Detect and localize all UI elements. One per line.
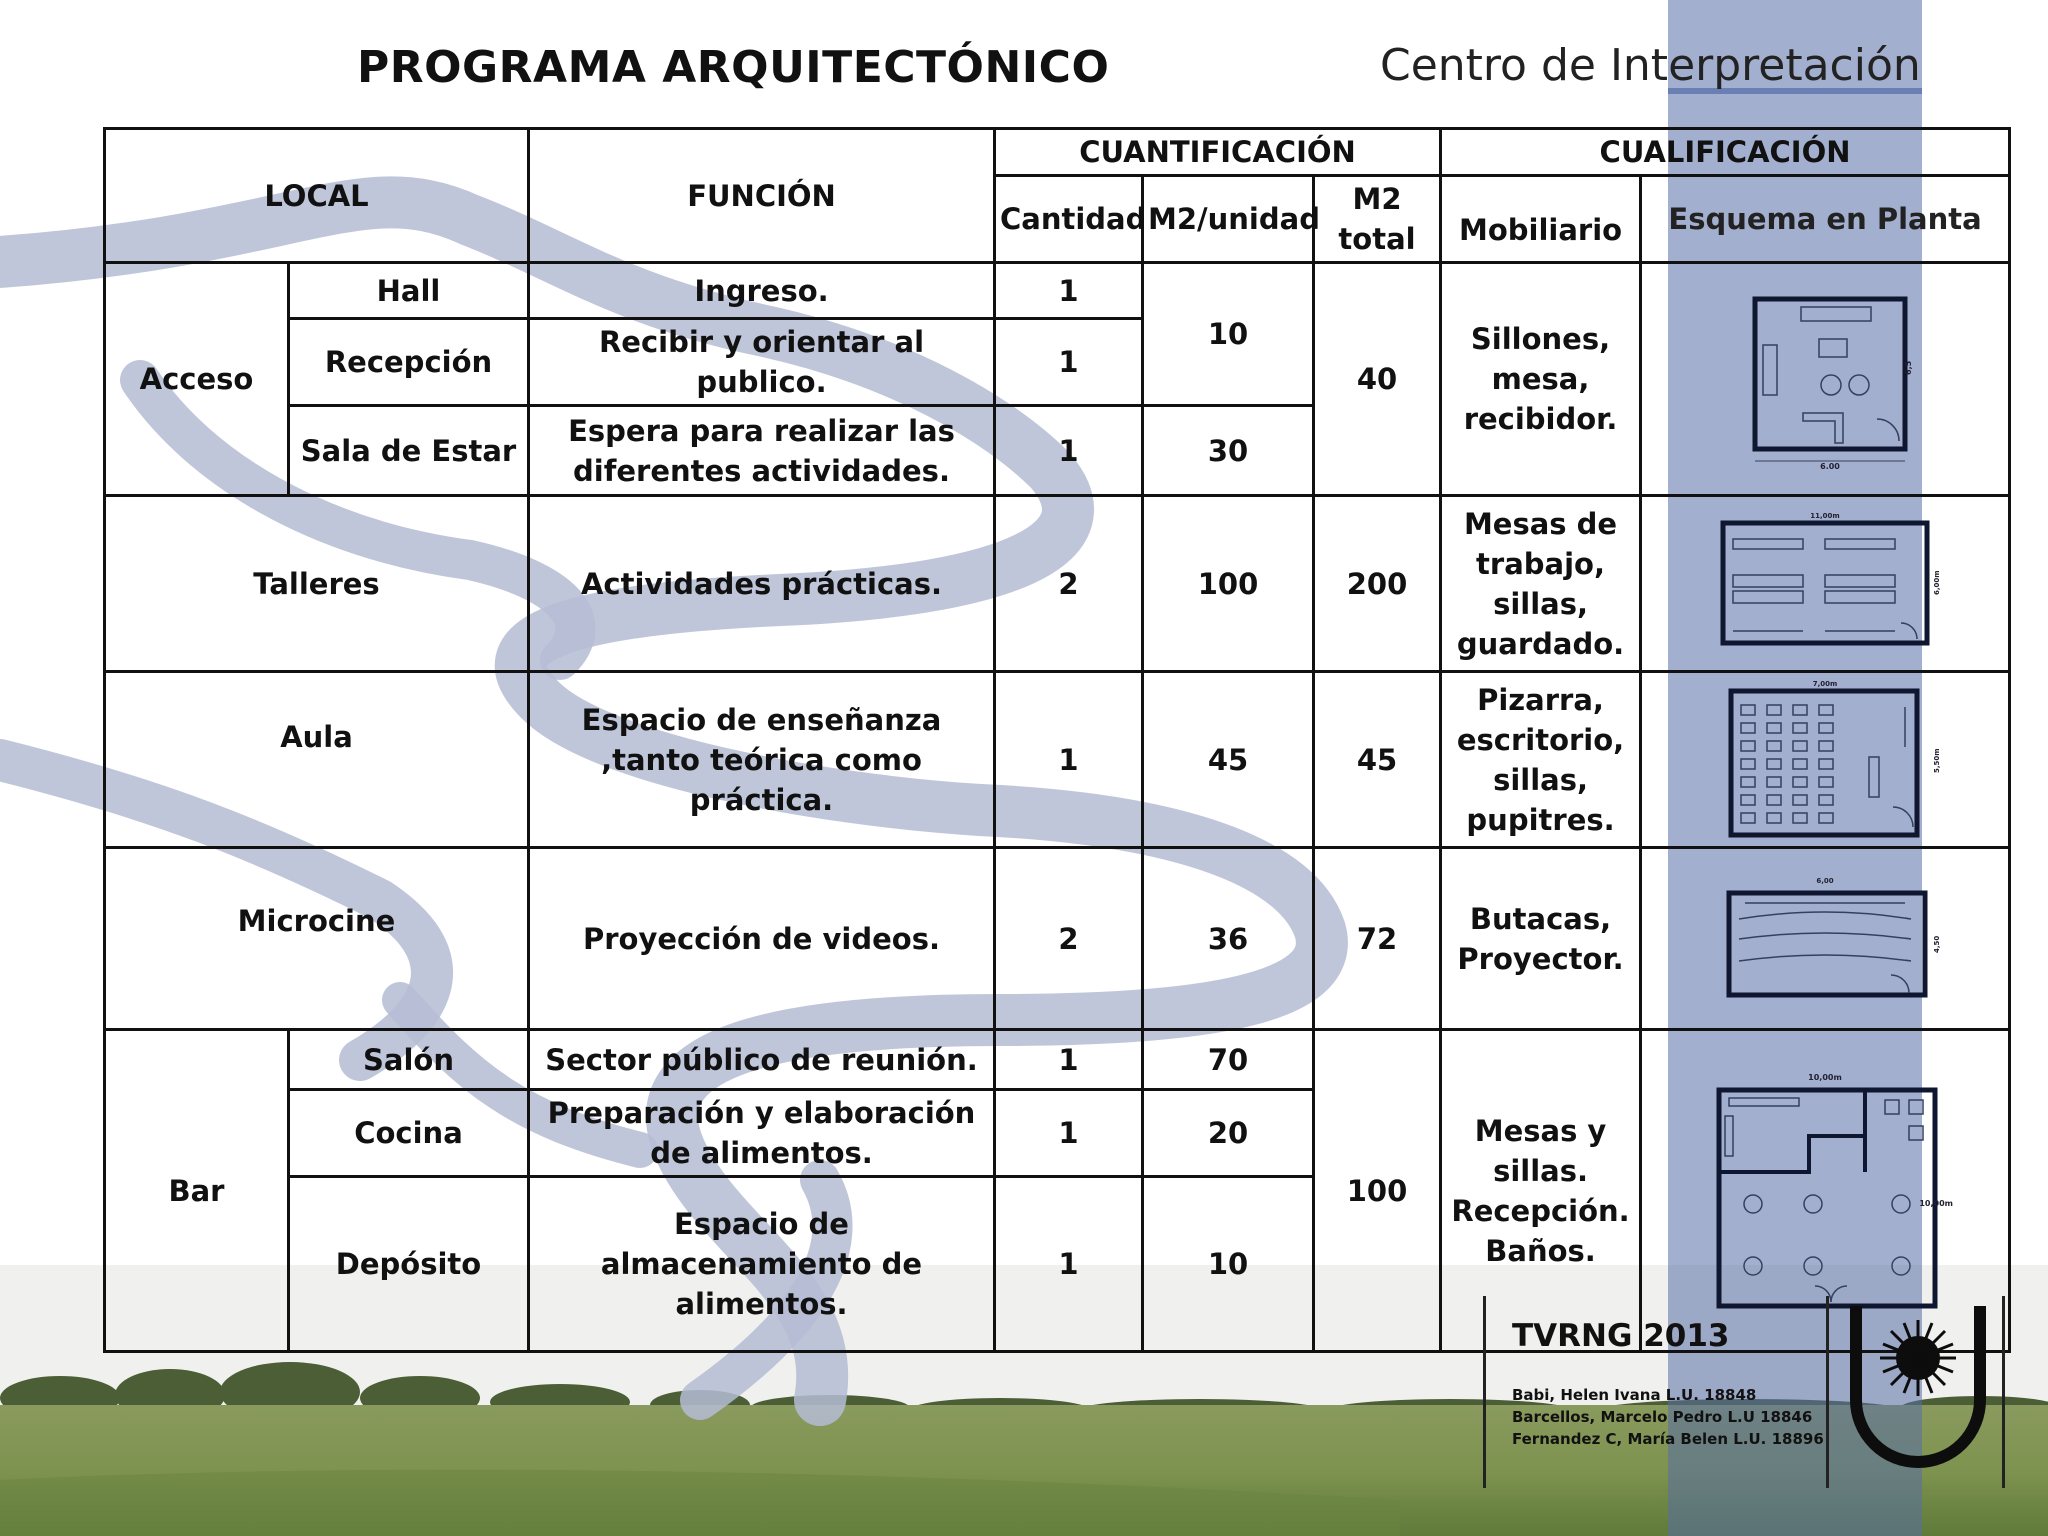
header-local: LOCAL — [105, 129, 529, 263]
plan-microcine-dim-side: 4,50 — [1933, 935, 1942, 953]
local-recepcion: Recepción — [289, 319, 529, 406]
page-title: PROGRAMA ARQUITECTÓNICO — [357, 42, 1110, 93]
university-logo-icon — [1848, 1300, 1988, 1480]
cantidad-cocina: 1 — [995, 1090, 1143, 1177]
plan-talleres — [1641, 496, 2010, 672]
m2-unidad-aula: 45 — [1143, 672, 1314, 848]
footer-divider-far-right — [2002, 1296, 2005, 1488]
footer-divider-right — [1826, 1296, 1829, 1488]
funcion-hall: Ingreso. — [529, 263, 995, 319]
plan-talleres-dim-side: 6,00m — [1933, 570, 1942, 595]
plan-acceso — [1641, 263, 2010, 496]
cantidad-salon: 1 — [995, 1030, 1143, 1090]
group-acceso: Acceso — [105, 263, 289, 496]
floor-plan-acceso-icon — [1735, 289, 1915, 469]
local-aula: Aula — [105, 672, 529, 848]
cantidad-aula: 1 — [995, 672, 1143, 848]
m2-unidad-hall-recepcion: 10 — [1143, 263, 1314, 406]
local-deposito: Depósito — [289, 1177, 529, 1352]
floor-plan-bar-icon — [1695, 1066, 1955, 1316]
course-label: TVRNG 2013 — [1512, 1318, 1730, 1354]
plan-acceso-dim-side: 6,5 — [1904, 360, 1914, 376]
header-cuantificacion: CUANTIFICACIÓN — [995, 129, 1441, 176]
header-esquema: Esquema en Planta — [1641, 176, 2010, 263]
m2-unidad-talleres: 100 — [1143, 496, 1314, 672]
local-microcine: Microcine — [105, 848, 529, 1030]
authors-list — [1512, 1384, 1824, 1450]
mobiliario-acceso: Sillones, mesa, recibidor. — [1441, 263, 1641, 496]
funcion-aula: Espacio de enseñanza ,tanto teórica como práctica. — [529, 672, 995, 848]
m2-unidad-microcine: 36 — [1143, 848, 1314, 1030]
m2-unidad-sala-de-estar: 30 — [1143, 406, 1314, 496]
header-cualificacion: CUALIFICACIÓN — [1441, 129, 2010, 176]
m2-unidad-cocina: 20 — [1143, 1090, 1314, 1177]
header-m2-total: M2 total — [1314, 176, 1441, 263]
plan-aula — [1641, 672, 2010, 848]
author-3: Fernandez C, María Belen L.U. 18896 — [1512, 1430, 1824, 1448]
cantidad-microcine: 2 — [995, 848, 1143, 1030]
plan-bar-dim-top: 10,00m — [1808, 1072, 1842, 1082]
cantidad-sala-de-estar: 1 — [995, 406, 1143, 496]
floor-plan-microcine-icon — [1705, 869, 1945, 1009]
cantidad-recepcion: 1 — [995, 319, 1143, 406]
architectural-program-table — [103, 127, 2011, 1353]
local-salon: Salón — [289, 1030, 529, 1090]
local-sala-de-estar: Sala de Estar — [289, 406, 529, 496]
m2-total-microcine: 72 — [1314, 848, 1441, 1030]
local-hall: Hall — [289, 263, 529, 319]
plan-talleres-dim-top: 11,00m — [1810, 511, 1840, 520]
cantidad-deposito: 1 — [995, 1177, 1143, 1352]
funcion-recepcion: Recibir y orientar al publico. — [529, 319, 995, 406]
plan-microcine-dim-top: 6,00 — [1816, 876, 1834, 885]
funcion-cocina: Preparación y elaboración de alimentos. — [529, 1090, 995, 1177]
m2-total-aula: 45 — [1314, 672, 1441, 848]
m2-unidad-salon: 70 — [1143, 1030, 1314, 1090]
author-2: Barcellos, Marcelo Pedro L.U 18846 — [1512, 1408, 1813, 1426]
mobiliario-aula: Pizarra, escritorio, sillas, pupitres. — [1441, 672, 1641, 848]
funcion-microcine: Proyección de videos. — [529, 848, 995, 1030]
plan-microcine — [1641, 848, 2010, 1030]
cantidad-talleres: 2 — [995, 496, 1143, 672]
mobiliario-talleres: Mesas de trabajo, sillas, guardado. — [1441, 496, 1641, 672]
header-mobiliario: Mobiliario — [1441, 176, 1641, 263]
local-cocina: Cocina — [289, 1090, 529, 1177]
plan-aula-dim-top: 7,00m — [1812, 680, 1838, 689]
author-1: Babi, Helen Ivana L.U. 18848 — [1512, 1386, 1757, 1404]
group-bar: Bar — [105, 1030, 289, 1352]
header-cantidad: Cantidad — [995, 176, 1143, 263]
plan-aula-dim-side: 5,50m — [1933, 748, 1942, 774]
local-talleres: Talleres — [105, 496, 529, 672]
funcion-sala-de-estar: Espera para realizar las diferentes actividades. — [529, 406, 995, 496]
floor-plan-talleres-icon — [1705, 509, 1945, 659]
mobiliario-bar: Mesas y sillas. Recepción. Baños. — [1441, 1030, 1641, 1352]
m2-total-bar: 100 — [1314, 1030, 1441, 1352]
page-subtitle: Centro de Interpretación — [1380, 40, 1921, 91]
m2-unidad-deposito: 10 — [1143, 1177, 1314, 1352]
funcion-deposito: Espacio de almacenamiento de alimentos. — [529, 1177, 995, 1352]
mobiliario-microcine: Butacas, Proyector. — [1441, 848, 1641, 1030]
header-funcion: FUNCIÓN — [529, 129, 995, 263]
funcion-talleres: Actividades prácticas. — [529, 496, 995, 672]
funcion-salon: Sector público de reunión. — [529, 1030, 995, 1090]
floor-plan-aula-icon — [1705, 677, 1945, 842]
m2-total-acceso: 40 — [1314, 263, 1441, 496]
cantidad-hall: 1 — [995, 263, 1143, 319]
m2-total-talleres: 200 — [1314, 496, 1441, 672]
header-m2-unidad: M2/unidad — [1143, 176, 1314, 263]
plan-acceso-dim-bottom: 6,00 — [1820, 462, 1840, 470]
plan-bar-dim-side: 10,00m — [1919, 1198, 1954, 1208]
footer-divider-left — [1483, 1296, 1486, 1488]
